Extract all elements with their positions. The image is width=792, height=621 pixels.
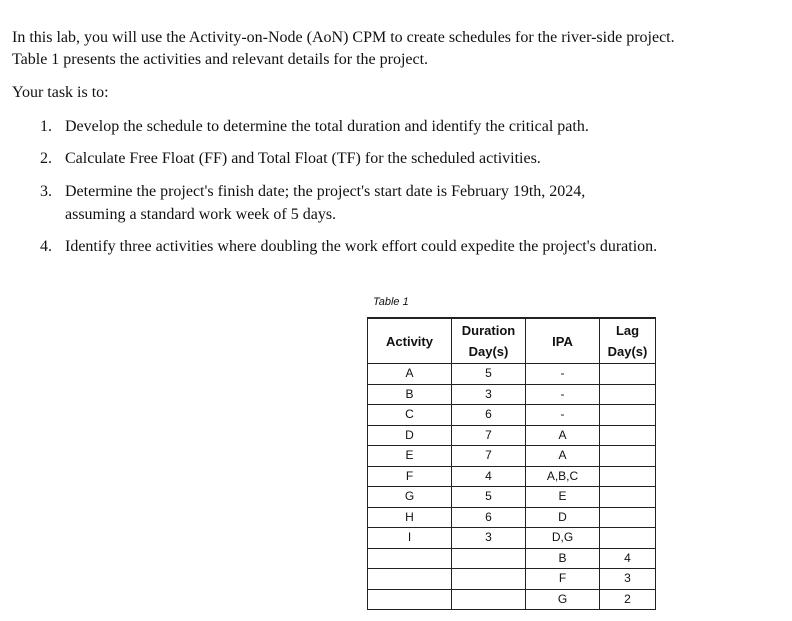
cell-lag	[600, 528, 656, 549]
cell-duration: 7	[452, 425, 526, 446]
cell-lag: 4	[600, 548, 656, 569]
cell-duration: 3	[452, 528, 526, 549]
cell-activity: B	[368, 384, 452, 405]
cell-activity	[368, 589, 452, 610]
cell-ipa: G	[526, 589, 600, 610]
table-row	[368, 446, 656, 467]
cell-duration: 3	[452, 384, 526, 405]
task-text: Develop the schedule to determine the total duration and identify the critical path.	[65, 118, 589, 135]
header-lag-line2: Day(s)	[607, 344, 648, 359]
cell-ipa: -	[526, 384, 600, 405]
cell-lag	[600, 487, 656, 508]
cell-lag	[600, 364, 656, 385]
table-row	[368, 507, 656, 528]
cell-ipa: B	[526, 548, 600, 569]
cell-ipa: A	[526, 446, 600, 467]
cell-lag	[600, 446, 656, 467]
table-row	[368, 487, 656, 508]
cell-duration: 7	[452, 446, 526, 467]
header-duration-line1: Duration	[461, 323, 516, 338]
activity-table	[367, 317, 656, 610]
cell-ipa: A,B,C	[526, 466, 600, 487]
table-row	[368, 589, 656, 610]
header-lag	[600, 318, 656, 364]
cell-ipa: D	[526, 507, 600, 528]
table-row	[368, 466, 656, 487]
cell-duration: 5	[452, 364, 526, 385]
table-row	[368, 405, 656, 426]
task-number: 1.	[40, 118, 52, 135]
task-number: 4.	[40, 238, 52, 255]
task-item-2	[40, 147, 680, 170]
task-number: 3.	[40, 183, 52, 200]
cell-activity: A	[368, 364, 452, 385]
cell-activity	[368, 548, 452, 569]
cell-duration	[452, 548, 526, 569]
cell-duration	[452, 569, 526, 590]
cell-lag	[600, 507, 656, 528]
cell-ipa: D,G	[526, 528, 600, 549]
table-caption: Table 1	[373, 296, 409, 308]
table-row	[368, 384, 656, 405]
cell-activity	[368, 569, 452, 590]
cell-duration	[452, 589, 526, 610]
cell-activity: F	[368, 466, 452, 487]
header-ipa: IPA	[526, 318, 600, 364]
cell-duration: 5	[452, 487, 526, 508]
cell-duration: 4	[452, 466, 526, 487]
cell-ipa: -	[526, 405, 600, 426]
cell-ipa: A	[526, 425, 600, 446]
cell-activity: H	[368, 507, 452, 528]
cell-lag: 3	[600, 569, 656, 590]
table-row	[368, 548, 656, 569]
table-row	[368, 364, 656, 385]
cell-lag	[600, 425, 656, 446]
task-item-3	[40, 180, 640, 226]
task-label: Your task is to:	[12, 84, 109, 101]
task-text: Determine the project's finish date; the project's start date is February 19th, 2024, assuming a standard work week of 5 days.	[65, 183, 586, 223]
table-row	[368, 569, 656, 590]
table-header-row	[368, 318, 656, 364]
cell-duration: 6	[452, 405, 526, 426]
header-duration	[452, 318, 526, 364]
cell-lag	[600, 384, 656, 405]
header-duration-line2: Day(s)	[468, 344, 509, 359]
cell-lag: 2	[600, 589, 656, 610]
table-row	[368, 425, 656, 446]
task-item-4	[40, 235, 660, 258]
cell-activity: I	[368, 528, 452, 549]
header-lag-line1: Lag	[615, 323, 640, 338]
cell-lag	[600, 466, 656, 487]
cell-lag	[600, 405, 656, 426]
cell-activity: E	[368, 446, 452, 467]
cell-ipa: -	[526, 364, 600, 385]
intro-paragraph: In this lab, you will use the Activity-on-Node (AoN) CPM to create schedules for the river-side project. Table 1 presents the activities and relevant details for the project.	[12, 29, 675, 68]
cell-ipa: F	[526, 569, 600, 590]
task-text: Identify three activities where doubling the work effort could expedite the project's duration.	[65, 238, 658, 255]
cell-duration: 6	[452, 507, 526, 528]
task-text: Calculate Free Float (FF) and Total Float (TF) for the scheduled activities.	[65, 150, 541, 167]
cell-activity: C	[368, 405, 452, 426]
table-row	[368, 528, 656, 549]
task-item-1	[40, 115, 680, 138]
cell-activity: G	[368, 487, 452, 508]
cell-ipa: E	[526, 487, 600, 508]
task-number: 2.	[40, 150, 52, 167]
header-activity: Activity	[368, 318, 452, 364]
cell-activity: D	[368, 425, 452, 446]
